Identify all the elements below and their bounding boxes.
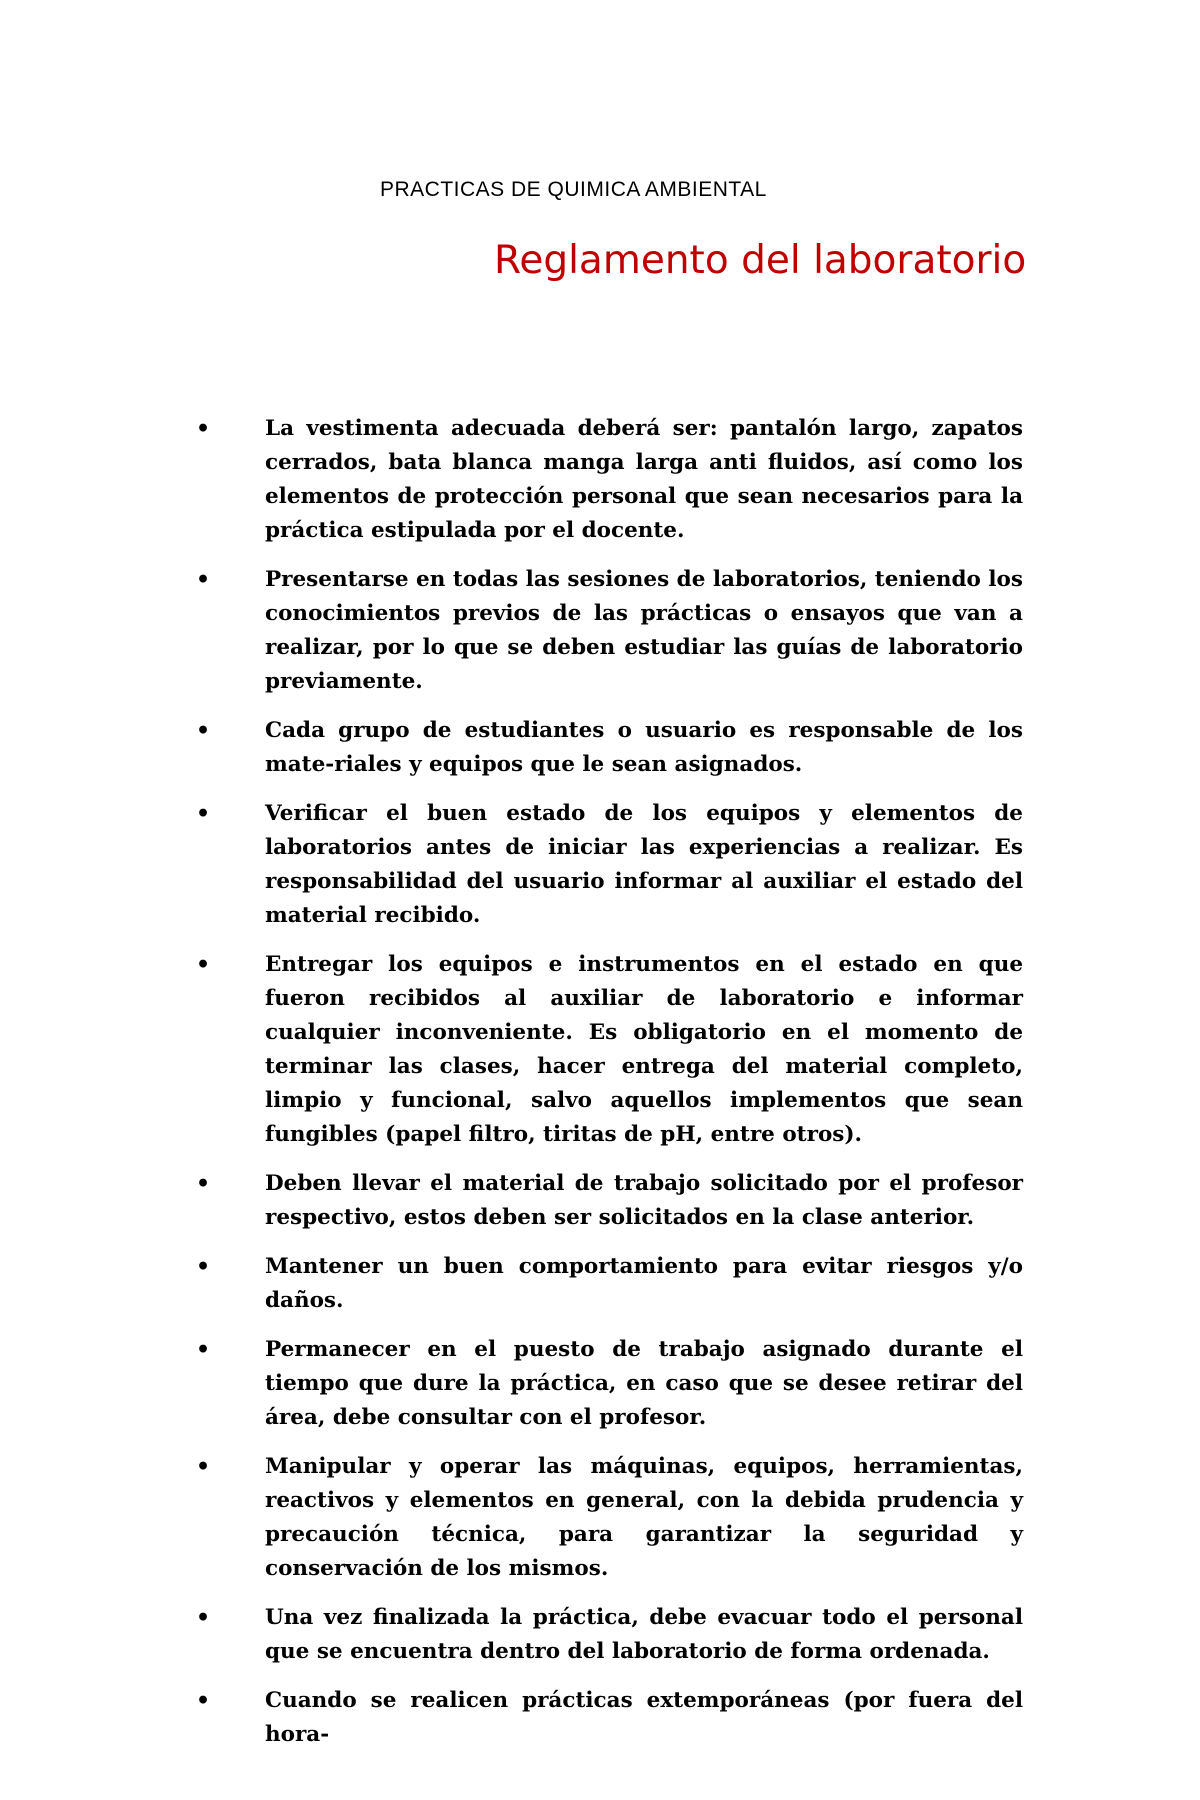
document-title: Reglamento del laboratorio xyxy=(494,238,1027,283)
rule-text: Permanecer en el puesto de trabajo asignado durante el tiempo que dure la práctica, en caso que se desee retirar del área, debe consultar con el profesor. xyxy=(265,1337,1023,1430)
bullet-icon: • xyxy=(196,1254,211,1280)
rule-text: Mantener un buen comportamiento para evitar riesgos y/o daños. xyxy=(265,1254,1023,1313)
list-item xyxy=(193,1684,1023,1752)
rule-text: Verificar el buen estado de los equipos y elementos de laboratorios antes de iniciar las experiencias a realizar. Es responsabilidad del usuario informar al auxiliar el estado del material recibido. xyxy=(265,801,1023,928)
list-item xyxy=(193,563,1023,699)
list-item xyxy=(193,1450,1023,1586)
rule-text: Presentarse en todas las sesiones de laboratorios, teniendo los conocimientos previos de las prácticas o ensayos que van a realizar, por lo que se deben estudiar las guías de laboratorio previamente. xyxy=(265,567,1023,694)
rule-text: Cuando se realicen prácticas extemporáneas (por fuera del hora- xyxy=(265,1688,1023,1747)
rule-text: Una vez finalizada la práctica, debe evacuar todo el personal que se encuentra dentro del laboratorio de forma ordenada. xyxy=(265,1605,1023,1664)
list-item xyxy=(193,1333,1023,1435)
list-item xyxy=(193,1250,1023,1318)
bullet-icon: • xyxy=(196,1337,211,1363)
list-item xyxy=(193,1167,1023,1235)
bullet-icon: • xyxy=(196,1605,211,1631)
bullet-icon: • xyxy=(196,567,211,593)
list-item xyxy=(193,948,1023,1152)
list-item xyxy=(193,1601,1023,1669)
rule-text: Deben llevar el material de trabajo solicitado por el profesor respectivo, estos deben ser solicitados en la clase anterior. xyxy=(265,1171,1023,1230)
list-item xyxy=(193,797,1023,933)
bullet-icon: • xyxy=(196,952,211,978)
bullet-icon: • xyxy=(196,1688,211,1714)
bullet-icon: • xyxy=(196,1171,211,1197)
document-header: PRACTICAS DE QUIMICA AMBIENTAL xyxy=(380,178,767,201)
bullet-icon: • xyxy=(196,801,211,827)
list-item xyxy=(193,412,1023,548)
bullet-icon: • xyxy=(196,1454,211,1480)
rules-list xyxy=(193,412,1023,1767)
list-item xyxy=(193,714,1023,782)
rule-text: Manipular y operar las máquinas, equipos, herramientas, reactivos y elementos en general, con la debida prudencia y precaución técnica, para garantizar la seguridad y conservación de los mismos. xyxy=(265,1454,1023,1581)
rule-text: Entregar los equipos e instrumentos en el estado en que fueron recibidos al auxiliar de laboratorio e informar cualquier inconveniente. Es obligatorio en el momento de terminar las clases, hacer entrega del material completo, limpio y funcional, salvo aquellos implementos que sean fungibles (papel filtro, tiritas de pH, entre otros). xyxy=(265,952,1023,1147)
rule-text: Cada grupo de estudiantes o usuario es responsable de los mate-riales y equipos que le sean asignados. xyxy=(265,718,1023,777)
bullet-icon: • xyxy=(196,718,211,744)
rule-text: La vestimenta adecuada deberá ser: pantalón largo, zapatos cerrados, bata blanca manga larga anti fluidos, así como los elementos de protección personal que sean necesarios para la práctica estipulada por el docente. xyxy=(265,416,1023,543)
bullet-icon: • xyxy=(196,416,211,442)
